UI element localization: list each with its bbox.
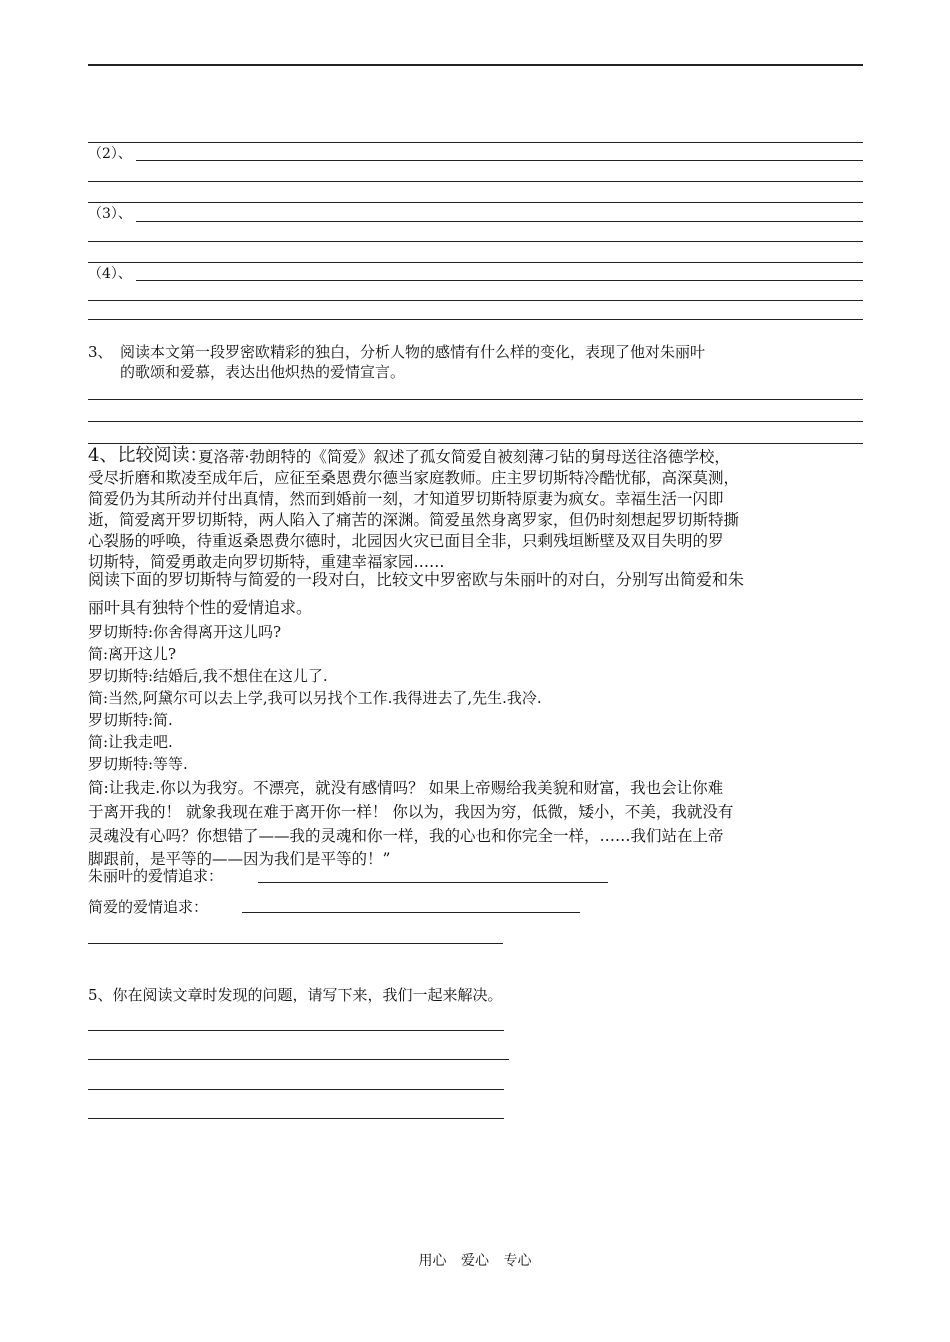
- answer-line[interactable]: [88, 300, 863, 301]
- dialogue-line: 简:让我走吧.: [88, 733, 173, 751]
- question-4-instruction-line-1: 阅读下面的罗切斯特与简爱的一段对白，比较文中罗密欧与朱丽叶的对白，分别写出简爱和朱: [88, 570, 745, 589]
- question-3-line-2: 的歌颂和爱慕，表达出他炽热的爱情宣言。: [120, 363, 406, 381]
- answer-line[interactable]: [88, 319, 863, 320]
- question-3-number: 3、: [88, 343, 113, 361]
- answer-line[interactable]: [88, 202, 863, 203]
- answer-line[interactable]: [88, 1089, 504, 1090]
- answer-line[interactable]: [88, 262, 863, 263]
- item-3-label: （3）、: [88, 206, 132, 222]
- dialogue-line: 简:离开这儿?: [88, 645, 177, 663]
- question-4-intro-line: 切斯特，简爱勇敢走向罗切斯特，重建幸福家园……: [88, 553, 445, 571]
- answer-line[interactable]: [88, 399, 863, 400]
- item-2-answer-line[interactable]: [136, 160, 863, 161]
- question-3-line-1: 阅读本文第一段罗密欧精彩的独白，分析人物的感情有什么样的变化，表现了他对朱丽叶: [120, 343, 706, 361]
- question-4-intro-line: 逝，简爱离开罗切斯特，两人陷入了痛苦的深渊。简爱虽然身离罗家，但仍时刻想起罗切斯特撕: [88, 511, 740, 529]
- jane-answer-line[interactable]: [242, 912, 580, 913]
- answer-line[interactable]: [88, 1059, 509, 1060]
- item-2-label: （2）、: [88, 146, 132, 162]
- question-5-text: 5、你在阅读文章时发现的问题，请写下来，我们一起来解决。: [88, 986, 503, 1004]
- top-rule: [88, 64, 863, 66]
- answer-line[interactable]: [88, 1030, 504, 1031]
- page-footer: 用心 爱心 专心: [418, 1253, 532, 1269]
- juliet-answer-line[interactable]: [258, 882, 608, 883]
- item-3-answer-line[interactable]: [136, 221, 863, 222]
- question-4-intro-line: 简爱仍为其所动并付出真情，然而到婚前一刻，才知道罗切斯特原妻为疯女。幸福生活一闪即: [88, 490, 724, 508]
- question-4-intro-line: 心裂肠的呼唤，待重返桑恩费尔德时，北园因火灾已面目全非，只剩残垣断壁及双目失明的罗: [88, 532, 724, 550]
- answer-line[interactable]: [88, 1118, 504, 1119]
- answer-line[interactable]: [88, 943, 503, 944]
- dialogue-line: 简:当然,阿黛尔可以去上学,我可以另找个工作.我得进去了,先生.我冷.: [88, 689, 542, 707]
- dialogue-line: 罗切斯特:结婚后,我不想住在这儿了.: [88, 667, 328, 685]
- item-4-label: （4）、: [88, 266, 132, 282]
- answer-line[interactable]: [88, 181, 863, 182]
- jane-love-label: 简爱的爱情追求：: [88, 898, 209, 916]
- question-4-intro-line: 夏洛蒂·勃朗特的《简爱》叙述了孤女简爱自被刻薄刁钻的舅母送往洛德学校，: [198, 448, 730, 466]
- long-speech-line: 脚跟前，是平等的——因为我们是平等的！”: [88, 850, 391, 868]
- juliet-love-label: 朱丽叶的爱情追求：: [88, 867, 224, 885]
- answer-line[interactable]: [88, 241, 863, 242]
- answer-line: [88, 142, 863, 143]
- long-speech-line: 简:让我走.你以为我穷。不漂亮，就没有感情吗？ 如果上帝赐给我美貌和财富，我也会让你难: [88, 779, 724, 797]
- long-speech-line: 于离开我的！ 就象我现在难于离开你一样！ 你以为，我因为穷，低微，矮小，不美，我就没有: [88, 803, 734, 821]
- question-4-instruction-line-2: 丽叶具有独特个性的爱情追求。: [88, 598, 313, 617]
- item-4-answer-line[interactable]: [136, 280, 863, 281]
- question-4-heading: 4、比较阅读：: [88, 445, 208, 466]
- dialogue-line: 罗切斯特:你舍得离开这儿吗?: [88, 623, 282, 641]
- long-speech-line: 灵魂没有心吗？你想错了——我的灵魂和你一样，我的心也和你完全一样，……我们站在上帝: [88, 827, 724, 845]
- question-4-intro-line: 受尽折磨和欺凌至成年后，应征至桑恩费尔德当家庭教师。庄主罗切斯特冷酷忧郁，高深莫测，: [88, 469, 740, 487]
- dialogue-line: 罗切斯特:等等.: [88, 755, 188, 773]
- answer-line[interactable]: [88, 421, 863, 422]
- dialogue-line: 罗切斯特:简.: [88, 711, 173, 729]
